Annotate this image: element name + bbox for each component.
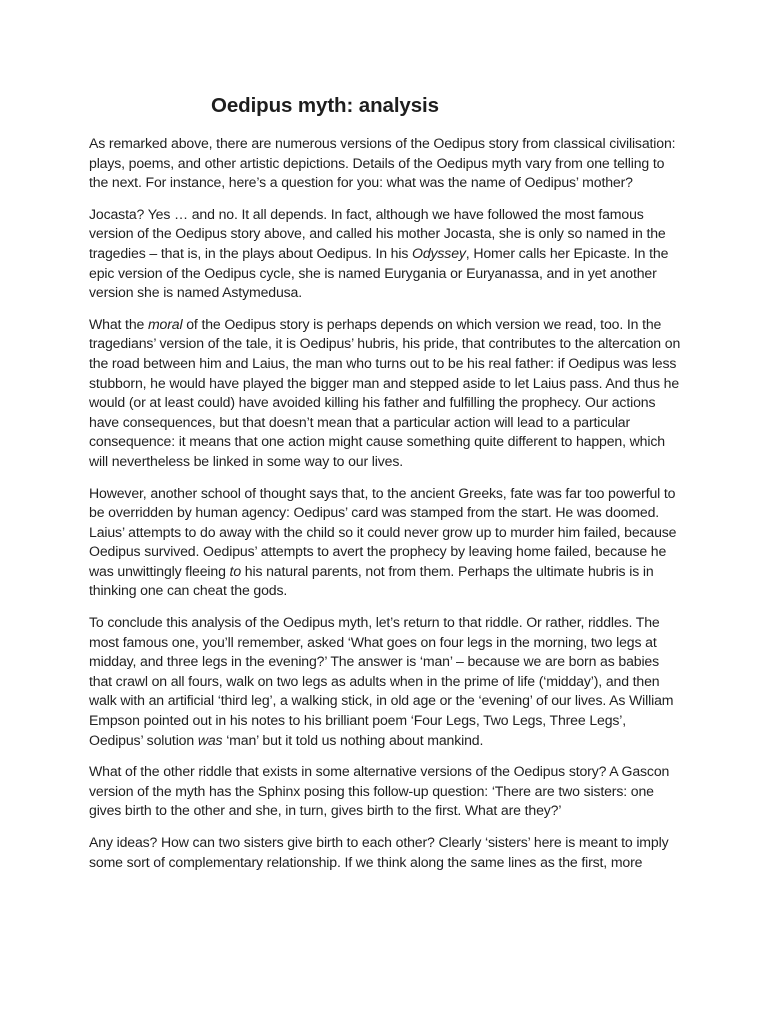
paragraph [89, 613, 681, 750]
italic-text-run: moral [147, 315, 183, 332]
text-run: However, another school of thought says that, to the ancient Greeks, fate was far too powerful to be overridden by human agency: Oedipus’ card was stamped from the start. He was doomed. Laius’ attempts to do away with the child so it could never grow up to murder him failed, because Oedipus survived. Oedipus’ attempts to avert the prophecy by leaving home failed, because he was unwittingly fleeing [89, 484, 677, 579]
text-run: What the [89, 315, 148, 332]
text-run: ‘man’ but it told us nothing about mankind. [222, 731, 484, 748]
text-run: As remarked above, there are numerous versions of the Oedipus story from classical civilisation: plays, poems, and other artistic depictions. Details of the Oedipus myth vary from one telling to the next. For instance, here’s a question for you: what was the name of Oedipus’ mother? [89, 135, 676, 191]
paragraph [89, 833, 681, 872]
text-run: Jocasta? Yes … and no. It all depends. In fact, although we have followed the most famous version of the Oedipus story above, and called his mother Jocasta, she is only so named in the tragedies – that is, in the plays about Oedipus. In his [89, 205, 666, 261]
paragraph [89, 762, 681, 821]
paragraph [89, 205, 681, 303]
paragraph [89, 484, 681, 602]
text-run: of the Oedipus story is perhaps depends on which version we read, too. In the tragedians’ version of the tale, it is Oedipus’ hubris, his pride, that contributes to the altercation on the road between him and Laius, the man who turns out to be his real father: if Oedipus was less stubborn, he would have played the bigger man and stepped aside to let Laius pass. And thus he would (or at least could) have avoided killing his father and fulfilling the prophecy. Our actions have consequences, but that doesn’t mean that a particular action will lead to a particular consequence: it means that one action might cause something quite different to happen, which will nevertheless be linked in some way to our lives. [89, 315, 681, 469]
italic-text-run: Odyssey [412, 244, 466, 261]
italic-text-run: was [197, 731, 223, 748]
italic-text-run: to [229, 562, 242, 579]
text-run: To conclude this analysis of the Oedipus myth, let’s return to that riddle. Or rather, riddles. The most famous one, you’ll remember, asked ‘What goes on four legs in the morning, two legs at midday, and three legs in the evening?’ The answer is ‘man’ – because we are born as babies that crawl on all fours, walk on two legs as adults when in the prime of life (‘midday’), and then walk with an artificial ‘third leg’, a walking stick, in old age or the ‘evening’ of our lives. As William Empson pointed out in his notes to his brilliant poem ‘Four Legs, Two Legs, Three Legs’, Oedipus’ solution [89, 614, 674, 748]
text-run: his natural parents, not from them. Perhaps the ultimate hubris is in thinking one can cheat the gods. [89, 562, 654, 599]
text-run: What of the other riddle that exists in some alternative versions of the Oedipus story? A Gascon version of the myth has the Sphinx posing this follow-up question: ‘There are two sisters: one gives birth to the other and she, in turn, gives birth to the first. What are they?’ [89, 763, 670, 819]
text-run: Any ideas? How can two sisters give birth to each other? Clearly ‘sisters’ here is meant to imply some sort of complementary relationship. If we think along the same lines as the first, more [89, 834, 669, 870]
document-page [89, 92, 681, 884]
text-run: , Homer calls her Epicaste. In the epic version of the Oedipus cycle, she is named Eurygania or Euryanassa, and in yet another version she is named Astymedusa. [89, 244, 669, 301]
paragraph [89, 134, 681, 193]
page-title: Oedipus myth: analysis [211, 94, 439, 117]
paragraph [89, 315, 681, 472]
